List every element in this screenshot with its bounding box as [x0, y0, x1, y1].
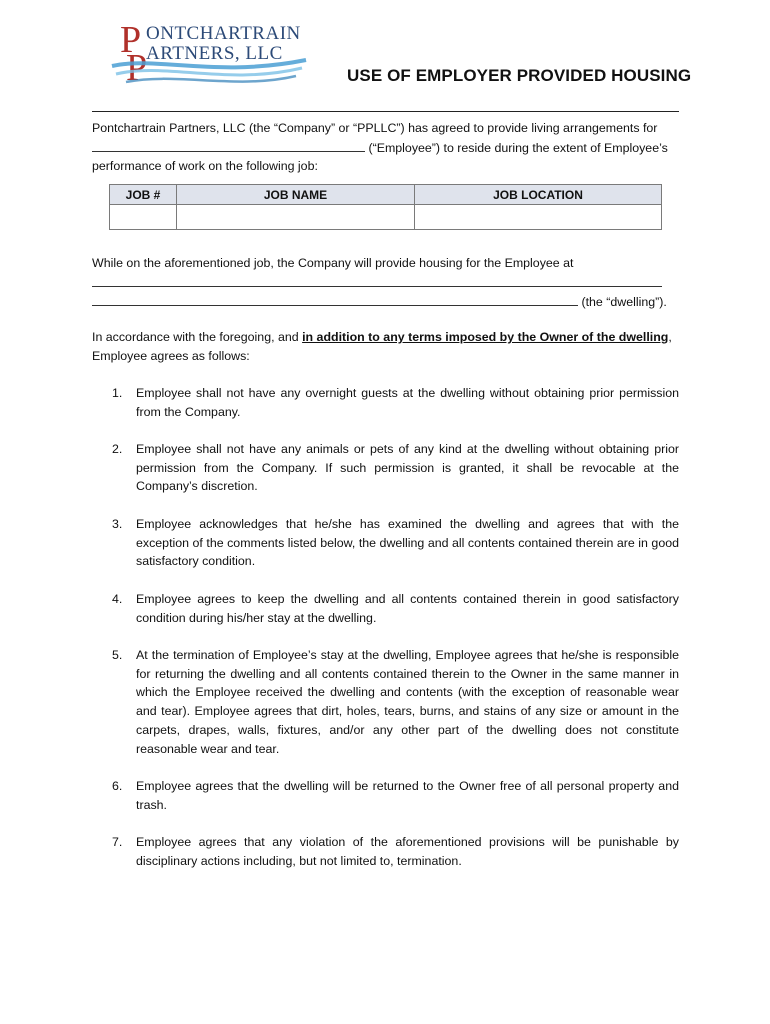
- dwelling-address-blank-1[interactable]: [92, 273, 662, 287]
- agreement-paragraph: [92, 328, 679, 365]
- term-number: 5.: [112, 648, 123, 662]
- term-text: Employee agrees that any violation of the aforementioned provisions will be punishable by disciplinary actions including, but not limited to, termination.: [136, 835, 679, 868]
- term-text: Employee shall not have any animals or pets of any kind at the dwelling without obtaining prior permission from the Company. If such permission is granted, it shall be revocable at the Company’s discretion.: [136, 442, 679, 494]
- company-logo: [106, 16, 316, 94]
- job-number-header: JOB #: [110, 185, 177, 205]
- term-number: 7.: [112, 835, 123, 849]
- term-text: At the termination of Employee’s stay at the dwelling, Employee agrees that he/she is responsible for returning the dwelling and all contents contained therein to the Owner in the same manner in which the Employee received the dwelling and contents (with the exception of reasonable wear and tear). Employee agrees that dirt, holes, tears, burns, and stains of any size or amount in the carpets, drapes, walls, fixtures, and/or any other part of the dwelling does not constitute reasonable wear and tear.: [136, 648, 679, 756]
- intro-line1: [92, 119, 679, 138]
- housing-line1-text: While on the aforementioned job, the Company will provide housing for the Employee at: [92, 256, 574, 270]
- housing-paragraph: [92, 254, 679, 312]
- term-text: Employee agrees that the dwelling will be returned to the Owner free of all personal property and trash.: [136, 779, 679, 812]
- term-number: 3.: [112, 517, 123, 531]
- agreement-prefix: In accordance with the foregoing, and: [92, 330, 303, 344]
- agreement-line1: [92, 328, 679, 347]
- job-location-cell[interactable]: [415, 205, 662, 230]
- term-text: Employee agrees to keep the dwelling and all contents contained therein in good satisfactory condition during his/her stay at the dwelling.: [136, 592, 679, 625]
- housing-line1: [92, 254, 679, 273]
- term-text: Employee acknowledges that he/she has examined the dwelling and agrees that with the exception of the comments listed below, the dwelling and all contents contained therein are in good satisfactory condition.: [136, 517, 679, 569]
- term-number: 2.: [112, 442, 123, 456]
- agreement-suffix: ,: [668, 330, 672, 344]
- title-rule: [92, 111, 679, 112]
- dwelling-address-blank-2[interactable]: [92, 292, 578, 306]
- intro-line2-text: (“Employee”) to reside during the extent of Employee’s: [368, 140, 668, 155]
- agreement-emphasis: in addition to any terms imposed by the Owner of the dwelling: [302, 330, 669, 344]
- term-number: 6.: [112, 779, 123, 793]
- logo-initial-top: P: [120, 19, 142, 61]
- job-name-header: JOB NAME: [177, 185, 415, 205]
- term-number: 1.: [112, 386, 123, 400]
- logo-text-line2: ARTNERS, LLC: [146, 43, 283, 64]
- job-table: [109, 184, 662, 230]
- housing-line3: [92, 292, 679, 312]
- intro-line2: [92, 138, 679, 158]
- job-number-cell[interactable]: [110, 205, 177, 230]
- logo-text-line1: ONTCHARTRAIN: [146, 23, 301, 44]
- housing-line3-text: (the “dwelling”).: [581, 295, 667, 310]
- agreement-line2: Employee agrees as follows:: [92, 348, 250, 363]
- page-title: USE OF EMPLOYER PROVIDED HOUSING: [347, 66, 692, 85]
- term-number: 4.: [112, 592, 123, 606]
- intro-line3: performance of work on the following job:: [92, 159, 318, 174]
- logo-initial-bottom: P: [126, 47, 148, 89]
- intro-paragraph: [92, 119, 679, 176]
- job-table-row: [110, 205, 662, 230]
- housing-line2: [92, 273, 679, 293]
- job-name-cell[interactable]: [177, 205, 415, 230]
- employee-name-blank[interactable]: [92, 138, 365, 152]
- job-location-header: JOB LOCATION: [415, 185, 662, 205]
- intro-line1-text: Pontchartrain Partners, LLC (the “Company” or “PPLLC”) has agreed to provide living arrangements for: [92, 121, 658, 135]
- term-text: Employee shall not have any overnight guests at the dwelling without obtaining prior permission from the Company.: [136, 386, 679, 419]
